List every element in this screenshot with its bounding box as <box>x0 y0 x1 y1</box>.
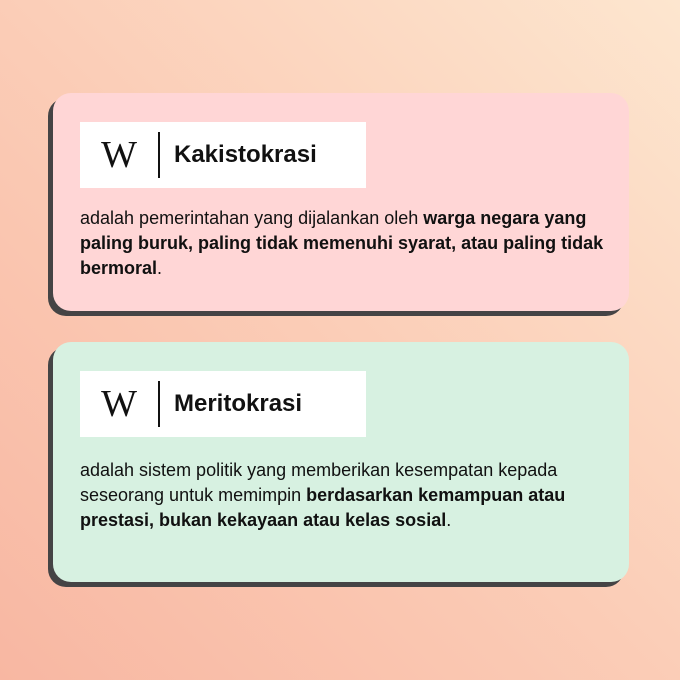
meritokrasi-card <box>53 342 629 582</box>
term-definition <box>80 458 605 533</box>
header-divider <box>158 381 160 427</box>
definition-bold-text: berdasarkan kemampuan atau prestasi, bukan kekayaan atau kelas sosial <box>80 485 566 530</box>
term-title: Meritokrasi <box>174 390 303 417</box>
card-header <box>80 122 366 188</box>
card-header <box>80 371 366 437</box>
wikipedia-logo-icon: W <box>101 383 133 425</box>
definition-end: . <box>446 510 452 530</box>
definition-bold-text: warga negara yang paling buruk, paling tidak memenuhi syarat, atau paling tidak bermoral <box>80 208 604 278</box>
definition-text: adalah sistem politik yang memberikan kesempatan kepada seseorang untuk memimpin <box>80 460 558 505</box>
wikipedia-logo-icon: W <box>101 134 133 176</box>
term-title: Kakistokrasi <box>174 141 317 168</box>
term-definition <box>80 206 605 281</box>
kakistokrasi-card <box>53 93 629 311</box>
definition-text: adalah pemerintahan yang dijalankan oleh <box>80 208 424 228</box>
header-divider <box>158 132 160 178</box>
definition-end: . <box>157 258 163 278</box>
